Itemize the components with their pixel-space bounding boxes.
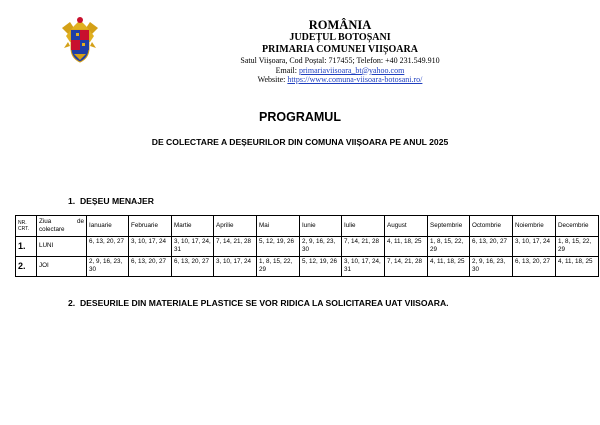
email-line	[160, 66, 520, 76]
section-number: 2.	[68, 298, 76, 308]
header-month: Aprilie	[214, 216, 257, 237]
county-name: JUDEȚUL BOTOȘANI	[289, 32, 391, 43]
date-cell: 2, 9, 16, 23, 30	[87, 257, 129, 277]
date-cell: 3, 10, 17, 24, 31	[342, 257, 385, 277]
website-label: Website:	[257, 75, 288, 85]
collection-day: LUNI	[37, 237, 87, 257]
office-name: PRIMARIA COMUNEI VIIȘOARA	[262, 44, 418, 55]
document-title: PROGRAMUL	[259, 110, 341, 124]
address-line: Satul Viișoara, Cod Poștal: 717455; Telefon: +40 231.549.910	[240, 56, 440, 65]
header-month: Martie	[172, 216, 214, 237]
collection-day: JOI	[37, 257, 87, 277]
header-collection-day	[37, 216, 87, 237]
row-number: 1.	[16, 237, 37, 257]
date-cell: 3, 10, 17, 24	[513, 237, 556, 257]
date-cell: 4, 11, 18, 25	[428, 257, 470, 277]
document-subtitle: DE COLECTARE A DEȘEURILOR DIN COMUNA VIIȘOARA PE ANUL 2025	[151, 137, 449, 147]
letterhead	[160, 18, 520, 85]
date-cell: 7, 14, 21, 28	[385, 257, 428, 277]
section-heading-household-waste	[68, 196, 154, 206]
date-cell: 2, 9, 16, 23, 30	[300, 237, 342, 257]
header-month: Iulie	[342, 216, 385, 237]
table-header-row	[16, 216, 599, 237]
header-month: Decembrie	[556, 216, 599, 237]
email-label: Email:	[275, 65, 299, 75]
table-row	[16, 257, 599, 277]
website-link[interactable]: https://www.comuna-viisoara-botosani.ro/	[287, 75, 423, 85]
website-line	[160, 75, 520, 85]
row-number: 2.	[16, 257, 37, 277]
section-heading-plastic-waste	[68, 298, 449, 308]
email-link[interactable]: primariaviisoara_bt@yahoo.com	[298, 65, 405, 75]
section-number: 1.	[68, 196, 76, 206]
date-cell: 6, 13, 20, 27	[87, 237, 129, 257]
date-cell: 4, 11, 18, 25	[556, 257, 599, 277]
date-cell: 3, 10, 17, 24	[214, 257, 257, 277]
header-month: August	[385, 216, 428, 237]
header-month: Ianuarie	[87, 216, 129, 237]
header-month: Septembrie	[428, 216, 470, 237]
section-title: DEȘEU MENAJER	[79, 196, 154, 206]
date-cell: 5, 12, 19, 26	[257, 237, 300, 257]
date-cell: 7, 14, 21, 28	[342, 237, 385, 257]
date-cell: 6, 13, 20, 27	[470, 237, 513, 257]
table-row	[16, 237, 599, 257]
header-nr: NR. CRT.	[16, 216, 37, 237]
date-cell: 1, 8, 15, 22, 29	[428, 237, 470, 257]
header-month: Octombrie	[470, 216, 513, 237]
date-cell: 3, 10, 17, 24	[129, 237, 172, 257]
country-name: ROMÂNIA	[308, 18, 372, 32]
date-cell: 7, 14, 21, 28	[214, 237, 257, 257]
date-cell: 1, 8, 15, 22, 29	[556, 237, 599, 257]
header-day-word: Ziua	[39, 217, 52, 225]
date-cell: 4, 11, 18, 25	[385, 237, 428, 257]
header-month: Noiembrie	[513, 216, 556, 237]
date-cell: 3, 10, 17, 24, 31	[172, 237, 214, 257]
header-month: Iunie	[300, 216, 342, 237]
collection-schedule-table	[15, 215, 599, 277]
section-title: DESEURILE DIN MATERIALE PLASTICE SE VOR RIDICA LA SOLICITAREA UAT VIISOARA.	[79, 298, 449, 308]
date-cell: 6, 13, 20, 27	[172, 257, 214, 277]
header-month: Mai	[257, 216, 300, 237]
header-month: Februarie	[129, 216, 172, 237]
date-cell: 6, 13, 20, 27	[129, 257, 172, 277]
header-colectare-word: colectare	[39, 226, 65, 233]
date-cell: 6, 13, 20, 27	[513, 257, 556, 277]
coat-of-arms-icon	[60, 14, 100, 66]
date-cell: 1, 8, 15, 22, 29	[257, 257, 300, 277]
date-cell: 5, 12, 19, 26	[300, 257, 342, 277]
header-de-word: de	[76, 217, 84, 225]
date-cell: 2, 9, 16, 23, 30	[470, 257, 513, 277]
